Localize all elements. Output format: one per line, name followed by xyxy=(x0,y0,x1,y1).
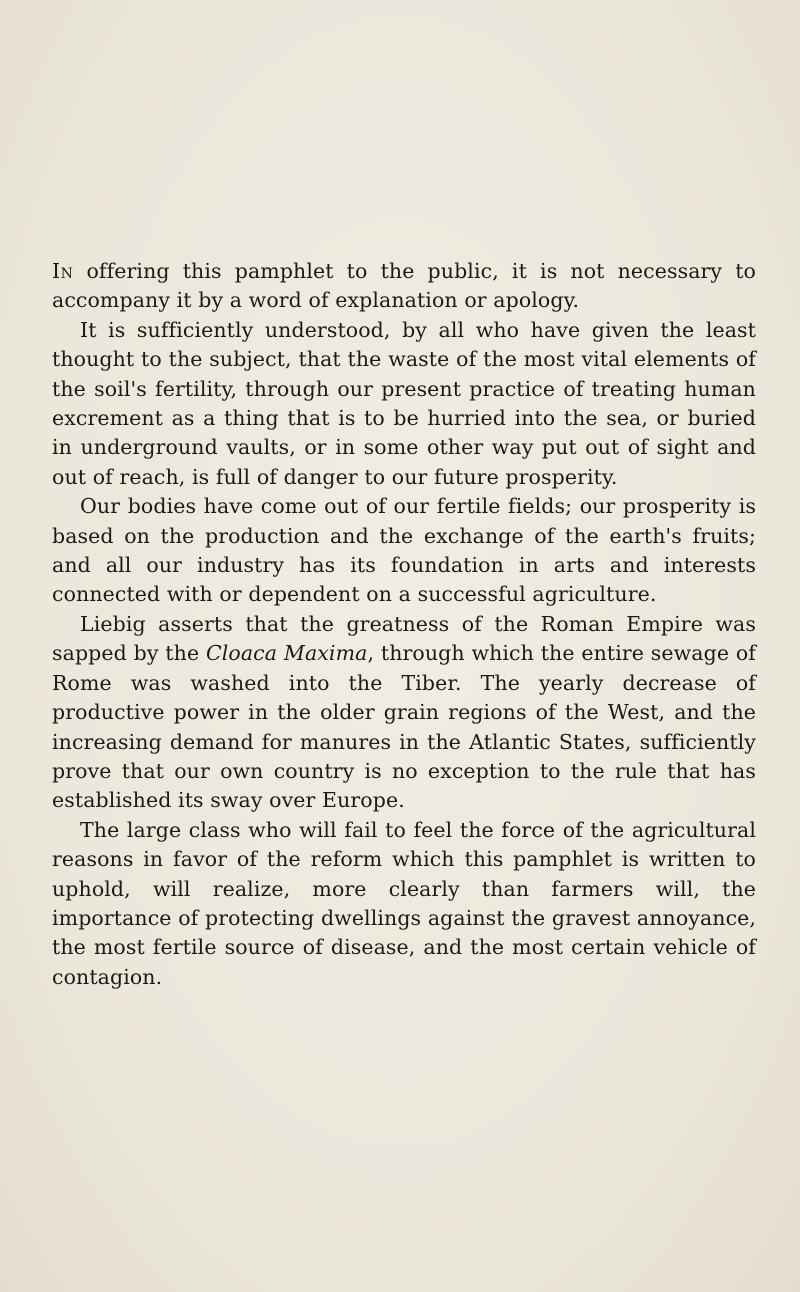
paragraph-1-text: offering this pamphlet to the public, it is not necessary to accompany it by a word of explanation or apology. xyxy=(52,259,756,313)
paragraph-2: It is sufficiently understood, by all who have given the least thought to the subject, that the waste of the most vital elements of the soil's fertility, through our present practice of treating human excrement as a thing that is to be hurried into the sea, or buried in underground vaults, or in some other way put out of sight and out of reach, is full of danger to our future prosperity. xyxy=(52,317,756,489)
paragraph-1 xyxy=(52,257,756,316)
paragraph-3: Our bodies have come out of our fertile fields; our prosperity is based on the production and the exchange of the earth's fruits; and all our industry has its foundation in arts and interests connected with or dependent on a successful agriculture. xyxy=(52,494,756,607)
paragraph-4 xyxy=(52,610,756,816)
preface-text xyxy=(52,257,756,992)
drop-word: In xyxy=(52,259,74,283)
paragraph-5: The large class who will fail to feel the force of the agricultural reasons in favor of the reform which this pamphlet is written to uphold, will realize, more clearly than farmers will, the importance of protecting dwellings against the gravest annoyance, the most fertile source of disease, and the most certain vehicle of contagion. xyxy=(52,817,756,989)
paragraph-4-text-after: , through which the entire sewage of Rome was washed into the Tiber. The yearly decrease of productive power in the older grain regions of the West, and the increasing demand for manures in the Atlantic States, sufficiently prove that our own country is no exception to the rule that has established its sway over Europe. xyxy=(52,641,756,813)
cloaca-maxima-term: Cloaca Maxima xyxy=(205,641,368,666)
paragraph-4-text-before: Liebig asserts that the greatness of the Roman Empire was sapped by the xyxy=(52,611,756,666)
